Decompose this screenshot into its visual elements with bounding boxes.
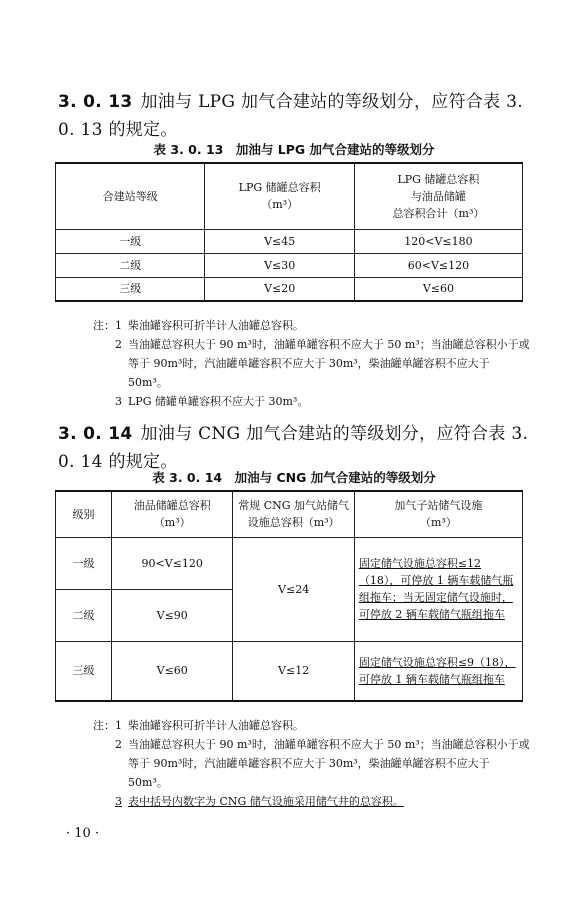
note-item: 2 当油罐总容积大于 90 m³时，油罐单罐容积不应大于 50 m³；当油罐总容积小于或等于 90m³时，汽油罐单罐容积不应大于 30m³，柴油罐单罐容积不应大于 50m³。 [115, 738, 530, 789]
note-item: 注：1 柴油罐容积可折半计人油罐总容积。 [93, 319, 304, 332]
total-volume-cell: 60<V≤120 [354, 253, 522, 277]
col-header-substation: 加气子站储气设施 （m³） [354, 491, 522, 537]
grade-cell: 二级 [56, 589, 112, 641]
table-notes [90, 316, 530, 411]
oil-volume-cell: V≤60 [112, 641, 233, 701]
cng-volume-cell: V≤24 [233, 537, 354, 641]
substation-cell: 固定储气设施总容积≤9（18），可停放 1 辆车载储气瓶组拖车 [354, 641, 522, 701]
note-item: 2 当油罐总容积大于 90 m³时，油罐单罐容积不应大于 50 m³；当油罐总容积小于或等于 90m³时，汽油罐单罐容积不应大于 30m³，柴油罐单罐容积不应大于 50m³。 [115, 338, 530, 389]
table-row [56, 277, 523, 301]
lpg-volume-cell: V≤20 [205, 277, 354, 301]
table-row [56, 641, 523, 701]
table-row [56, 253, 523, 277]
table-row [56, 229, 523, 253]
oil-volume-cell: 90<V≤120 [112, 537, 233, 589]
cng-grade-table [55, 490, 523, 702]
table-notes [90, 716, 530, 811]
col-header-total-volume: LPG 储罐总容积 与油品储罐 总容积合计（m³） [354, 163, 522, 229]
table-caption: 表 3. 0. 13 加油与 LPG 加气合建站的等级划分 [153, 142, 435, 157]
note-item: 注：1 柴油罐容积可折半计人油罐总容积。 [93, 719, 304, 732]
col-header-cng-volume: 常规 CNG 加气站储气 设施总容积（m³） [233, 491, 354, 537]
col-header-grade: 合建站等级 [56, 163, 205, 229]
grade-cell: 一级 [56, 537, 112, 589]
grade-cell: 三级 [56, 641, 112, 701]
lpg-volume-cell: V≤30 [205, 253, 354, 277]
section-text: 加油与 LPG 加气合建站的等级划分，应符合表 3. 0. 13 的规定。 [58, 92, 524, 140]
lpg-volume-cell: V≤45 [205, 229, 354, 253]
page-number: · 10 · [66, 826, 100, 841]
cng-volume-cell: V≤12 [233, 641, 354, 701]
section-text: 加油与 CNG 加气合建站的等级划分，应符合表 3. 0. 14 的规定。 [58, 424, 529, 472]
oil-volume-cell: V≤90 [112, 589, 233, 641]
table-caption: 表 3. 0. 14 加油与 CNG 加气合建站的等级划分 [152, 470, 436, 485]
col-header-lpg-volume: LPG 储罐总容积 （m³） [205, 163, 354, 229]
lpg-grade-table [55, 162, 523, 302]
note-item: 3 LPG 储罐单罐容积不应大于 30m³。 [115, 395, 309, 408]
section-number: 3. 0. 14 [58, 424, 133, 444]
section-3-0-13 [58, 88, 533, 144]
section-number: 3. 0. 13 [58, 92, 133, 112]
col-header-oil-volume: 油品储罐总容积 （m³） [112, 491, 233, 537]
grade-cell: 三级 [56, 277, 205, 301]
total-volume-cell: 120<V≤180 [354, 229, 522, 253]
note-item: 3 表中括号内数字为 CNG 储气设施采用储气井的总容积。 [115, 795, 404, 808]
total-volume-cell: V≤60 [354, 277, 522, 301]
col-header-grade: 级别 [56, 491, 112, 537]
table-row [56, 537, 523, 589]
grade-cell: 二级 [56, 253, 205, 277]
grade-cell: 一级 [56, 229, 205, 253]
substation-cell: 固定储气设施总容积≤12（18），可停放 1 辆车载储气瓶组拖车；当无固定储气设施时，可停放 2 辆车载储气瓶组拖车 [354, 537, 522, 641]
